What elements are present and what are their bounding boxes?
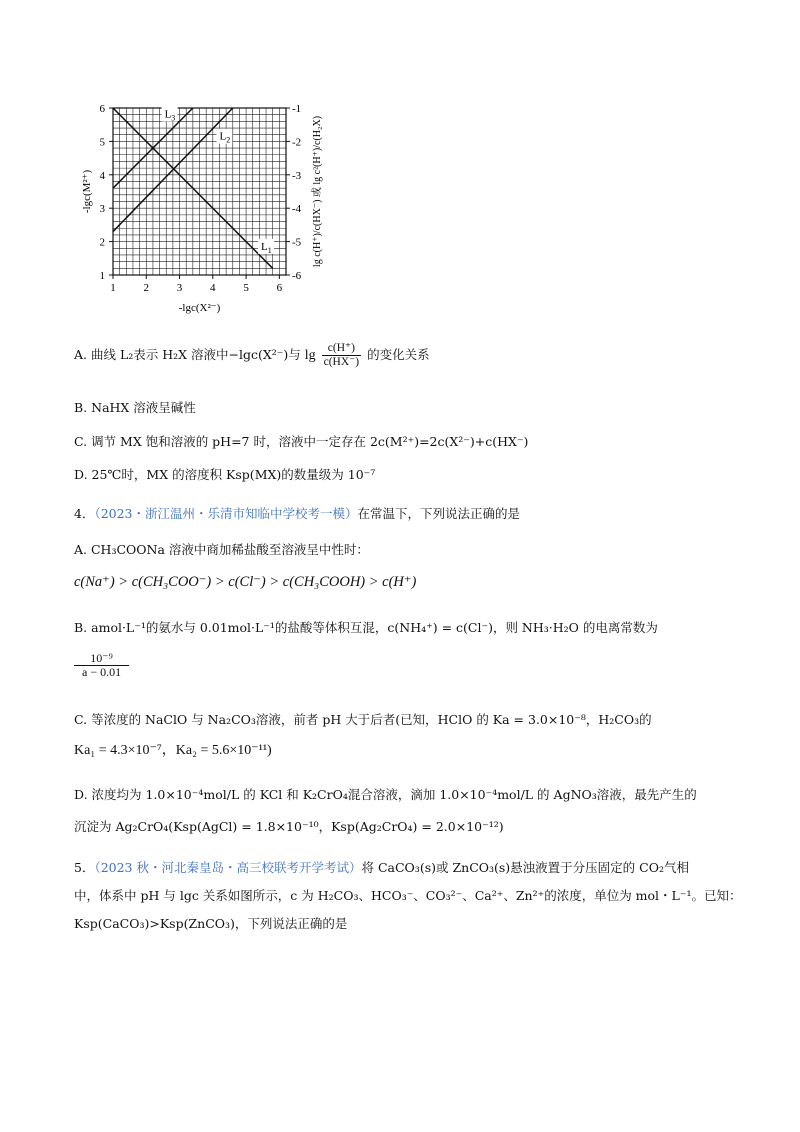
x-axis-label: -lgc(X²⁻) [178,302,221,314]
y-right-tick-label: -4 [292,203,302,216]
q4-option-c-line2: Ka₁ = 4.3×10⁻⁷，Ka₂ = 5.6×10⁻¹¹) [74,743,272,758]
q5-stem-3: Ksp(CaCO₃)>Ksp(ZnCO₃)，下列说法正确的是 [74,916,348,931]
q4-option-b-fraction [74,652,129,680]
q4-source: （2023・浙江温州・乐清市知临中学校考一模） [94,506,358,521]
q5-stem-2: 中，体系中 pH 与 lgc 关系如图所示，c 为 H₂CO₃、HCO₃⁻、CO₃²⁻、Ca²⁺、Zn²⁺的浓度，单位为 mol・L⁻¹。已知： [74,888,742,903]
q4-option-b-fraction-wrap [74,652,131,680]
q4-option-b-numerator: 10⁻⁹ [74,652,129,666]
option-d: D. 25℃时，MX 的溶度积 Ksp(MX)的数量级为 10⁻⁷ [74,467,376,482]
x-tick-label: 3 [176,282,183,294]
y-right-tick-label: -1 [292,103,302,115]
q4-number: 4． [74,506,95,521]
q5-source: （2023 秋・河北秦皇岛・高三校联考开学考试） [94,860,362,875]
option-a-denominator: c(HX⁻) [323,355,360,368]
y-left-tick-label: 4 [99,169,105,182]
y-left-tick-label: 3 [99,203,105,216]
q4-option-d-line1: D. 浓度均为 1.0×10⁻⁴mol/L 的 KCl 和 K₂CrO₄混合溶液，滴加 1.0×10⁻⁴mol/L 的 AgNO₃溶液，最先产生的 [74,787,697,802]
x-tick-label: 2 [143,282,150,294]
titration-chart [78,92,338,322]
y-right-tick-label: -6 [292,270,302,282]
y-left-tick-label: 1 [99,270,105,282]
y-left-tick-label: 2 [99,236,105,249]
q5-heading [74,858,689,878]
x-tick-label: 5 [243,282,249,294]
series-label-l2: $L_2$ [219,130,231,145]
q4-option-b-line1: B. amol·L⁻¹的氨水与 0.01mol·L⁻¹的盐酸等体积互混，c(NH₄⁺) = c(Cl⁻)，则 NH₃·H₂O 的电离常数为 [74,620,658,635]
option-c: C. 调节 MX 饱和溶液的 pH=7 时，溶液中一定存在 2c(M²⁺)=2c(X²⁻)+c(HX⁻) [74,434,529,449]
y-right-tick-label: -2 [292,136,302,149]
q4-option-b-denominator: a − 0.01 [82,665,122,680]
option-a-lg: lg [304,347,316,363]
q5-stem-1: 将 CaCO₃(s)或 ZnCO₃(s)悬浊液置于分压固定的 CO₂气相 [361,860,689,875]
y-right-tick-label: -3 [292,169,302,182]
q4-option-d-line2: 沉淀为 Ag₂CrO₄(Ksp(AgCl) = 1.8×10⁻¹⁰，Ksp(Ag₂CrO₄) = 2.0×10⁻¹²) [74,819,504,834]
q4-option-a-line2: c(Na⁺) > c(CH₃COO⁻) > c(Cl⁻) > c(CH₃COOH) > c(H⁺) [74,574,417,590]
option-a-numerator: c(H⁺) [322,342,361,356]
y-left-axis-label: -lgc(M²⁺) [81,169,93,214]
y-left-tick-label: 5 [99,136,105,149]
q4-stem: 在常温下，下列说法正确的是 [357,506,521,521]
x-tick-label: 4 [210,282,216,294]
option-a-prefix: A. 曲线 L₂表示 H₂X 溶液中−lgc(X²⁻)与 [74,346,301,362]
q4-option-c-line1: C. 等浓度的 NaClO 与 Na₂CO₃溶液，前者 pH 大于后者(已知，HClO 的 Ka = 3.0×10⁻⁸，H₂CO₃的 [74,712,652,727]
y-right-axis-label: lg c(H⁺)/c(HX⁻) 或 lg c²(H⁺)/c(H₂X) [312,115,323,268]
q5-number: 5． [74,860,95,875]
y-left-tick-label: 6 [99,103,105,115]
option-b: B. NaHX 溶液呈碱性 [74,400,196,415]
y-right-tick-label: -5 [292,236,302,249]
series-label-l3: $L_3$ [164,108,176,123]
q4-option-a-line1: A. CH₃COONa 溶液中商加稀盐酸至溶液呈中性时： [74,542,369,557]
option-a-fraction [322,342,361,369]
series-label-l1: $L_1$ [261,240,272,255]
chart-labels [162,106,274,255]
option-a [74,342,430,369]
q4-heading [74,504,520,524]
option-a-suffix: 的变化关系 [367,346,430,362]
x-tick-label: 6 [276,282,283,294]
x-tick-label: 1 [110,282,116,294]
